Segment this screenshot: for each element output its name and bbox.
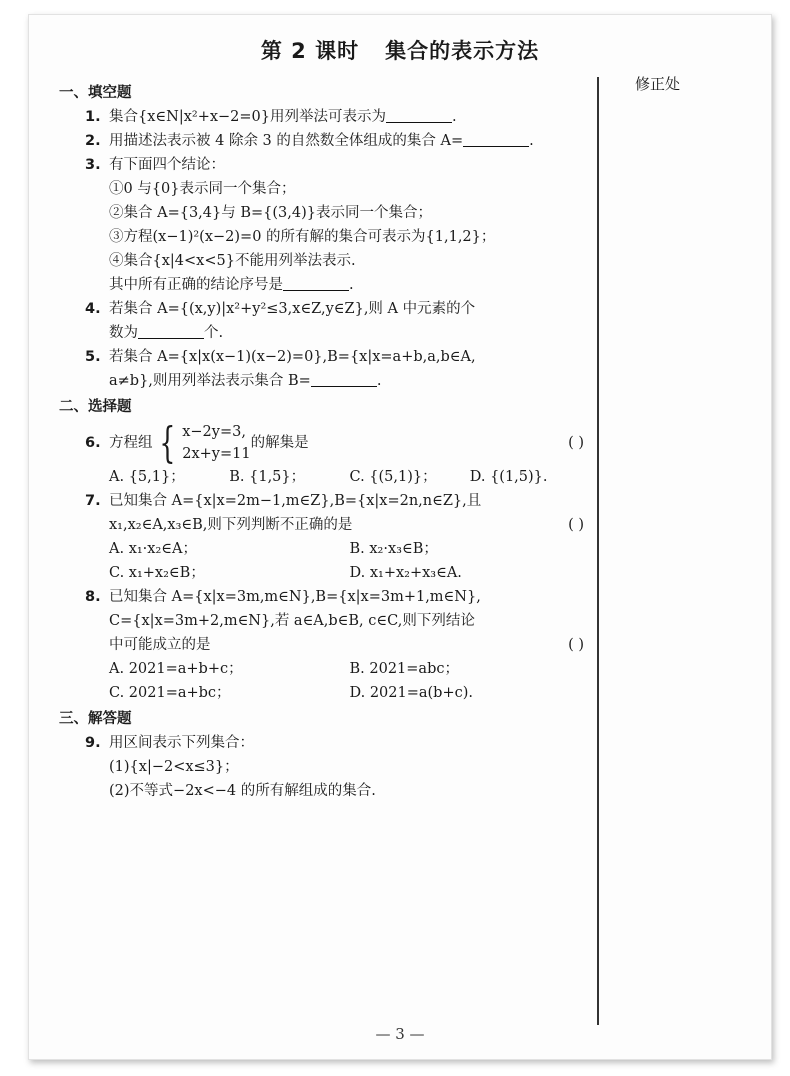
question-text: a≠b},则用列举法表示集合 B= [109, 373, 311, 389]
question-number: 5. [85, 349, 101, 365]
choices-q8-row2 [109, 681, 590, 705]
question-punct: . [376, 373, 382, 389]
question-1 [85, 105, 590, 129]
equation-1: x−2y=3, [182, 424, 246, 440]
section-free-response: 三、解答题 [59, 711, 132, 727]
question-8 [85, 585, 590, 609]
question-number: 6. [85, 435, 101, 451]
choices-q6 [109, 465, 590, 489]
question-4 [85, 297, 590, 321]
question-2 [85, 129, 590, 153]
question-text: 用区间表示下列集合： [109, 735, 254, 751]
choice-c[interactable]: C. x₁+x₂∈B； [109, 565, 205, 581]
question-text: 其中所有正确的结论序号是 [109, 277, 283, 293]
page-title [29, 35, 771, 65]
question-text: 已知集合 A={x|x=3m,m∈N},B={x|x=3m+1,m∈N}, [109, 589, 481, 605]
answer-blank[interactable] [138, 322, 204, 339]
correction-column-label: 修正处 [635, 75, 681, 93]
question-5-line2 [109, 369, 590, 393]
question-punct: . [349, 277, 354, 293]
answer-blank[interactable] [463, 130, 529, 147]
choice-c[interactable]: C. 2021=a+bc； [109, 685, 231, 701]
question-number: 7. [85, 493, 101, 509]
question-9 [85, 731, 590, 755]
question-number: 8. [85, 589, 101, 605]
answer-parentheses[interactable]: ( ) [568, 517, 584, 533]
statement-4: ④集合{x|4<x<5}不能用列举法表示. [109, 253, 356, 269]
lesson-topic: 集合的表示方法 [385, 39, 540, 63]
answer-parentheses[interactable]: ( ) [568, 637, 584, 653]
question-number: 3. [85, 157, 101, 173]
section-fill-in: 一、填空题 [59, 85, 132, 101]
question-text: 若集合 A={x|x(x−1)(x−2)=0},B={x|x=a+b,a,b∈A, [109, 349, 476, 365]
question-number: 9. [85, 735, 101, 751]
choice-a[interactable]: A. {5,1}； [109, 469, 185, 485]
choice-d[interactable]: D. 2021=a(b+c). [349, 685, 473, 701]
question-9-part-2: (2)不等式−2x<−4 的所有解组成的集合. [109, 783, 376, 799]
question-text: 的解集是 [250, 435, 309, 451]
question-text: 个. [204, 325, 224, 341]
question-8-line3 [109, 633, 590, 657]
choice-d[interactable]: D. x₁+x₂+x₃∈A. [349, 565, 462, 581]
left-brace: { [158, 418, 175, 467]
answer-blank[interactable] [386, 106, 452, 123]
question-7-line2 [109, 513, 590, 537]
question-3 [85, 153, 590, 177]
statement-3: ③方程(x−1)²(x−2)=0 的所有解的集合可表示为{1,1,2}； [109, 229, 496, 245]
question-9-part-1: (1){x|−2<x≤3}； [109, 759, 239, 775]
choice-c[interactable]: C. {(5,1)}； [349, 469, 437, 485]
question-text: 方程组 [109, 435, 153, 451]
question-number: 4. [85, 301, 101, 317]
question-punct: . [452, 109, 457, 125]
equation-system [153, 418, 251, 467]
answer-blank[interactable] [283, 274, 349, 291]
question-5 [85, 345, 590, 369]
statement-2: ②集合 A={3,4}与 B={(3,4)}表示同一个集合； [109, 205, 432, 221]
question-text: 若集合 A={(x,y)|x²+y²≤3,x∈Z,y∈Z},则 A 中元素的个 [109, 301, 476, 317]
question-text: 已知集合 A={x|x=2m−1,m∈Z},B={x|x=2n,n∈Z},且 [109, 493, 482, 509]
question-text: 数为 [109, 325, 138, 341]
choice-d[interactable]: D. {(1,5)}. [469, 469, 548, 485]
choice-a[interactable]: A. 2021=a+b+c； [109, 661, 243, 677]
question-text: 集合{x∈N|x²+x−2=0}用列举法可表示为 [109, 109, 387, 125]
worksheet-page [28, 14, 772, 1060]
question-6 [85, 418, 590, 467]
margin-divider [597, 77, 599, 1025]
question-number: 2. [85, 133, 101, 149]
question-number: 1. [85, 109, 101, 125]
question-3-ask [109, 273, 590, 297]
choice-b[interactable]: B. x₂·x₃∈B； [349, 541, 438, 557]
answer-parentheses[interactable]: ( ) [568, 435, 584, 451]
question-punct: . [529, 133, 534, 149]
choice-b[interactable]: B. 2021=abc； [349, 661, 459, 677]
equation-2: 2x+y=11 [182, 446, 251, 462]
section-multiple-choice: 二、选择题 [59, 399, 132, 415]
question-text: 用描述法表示被 4 除余 3 的自然数全体组成的集合 A= [109, 133, 464, 149]
question-8-line2: C={x|x=3m+2,m∈N},若 a∈A,b∈B, c∈C,则下列结论 [109, 613, 475, 629]
statement-1: ①0 与{0}表示同一个集合； [109, 181, 296, 197]
choice-a[interactable]: A. x₁·x₂∈A； [109, 541, 197, 557]
question-text: 有下面四个结论： [109, 157, 225, 173]
question-text: 中可能成立的是 [109, 637, 211, 653]
question-7 [85, 489, 590, 513]
question-content [55, 79, 590, 803]
question-text: x₁,x₂∈A,x₃∈B,则下列判断不正确的是 [109, 517, 353, 533]
choices-q7-row1 [109, 537, 590, 561]
answer-blank[interactable] [311, 370, 377, 387]
choices-q7-row2 [109, 561, 590, 585]
question-4-line2 [109, 321, 590, 345]
lesson-number: 第 2 课时 [260, 39, 360, 63]
choices-q8-row1 [109, 657, 590, 681]
choice-b[interactable]: B. {1,5}； [229, 469, 306, 485]
page-number: — 3 — [375, 1025, 425, 1043]
